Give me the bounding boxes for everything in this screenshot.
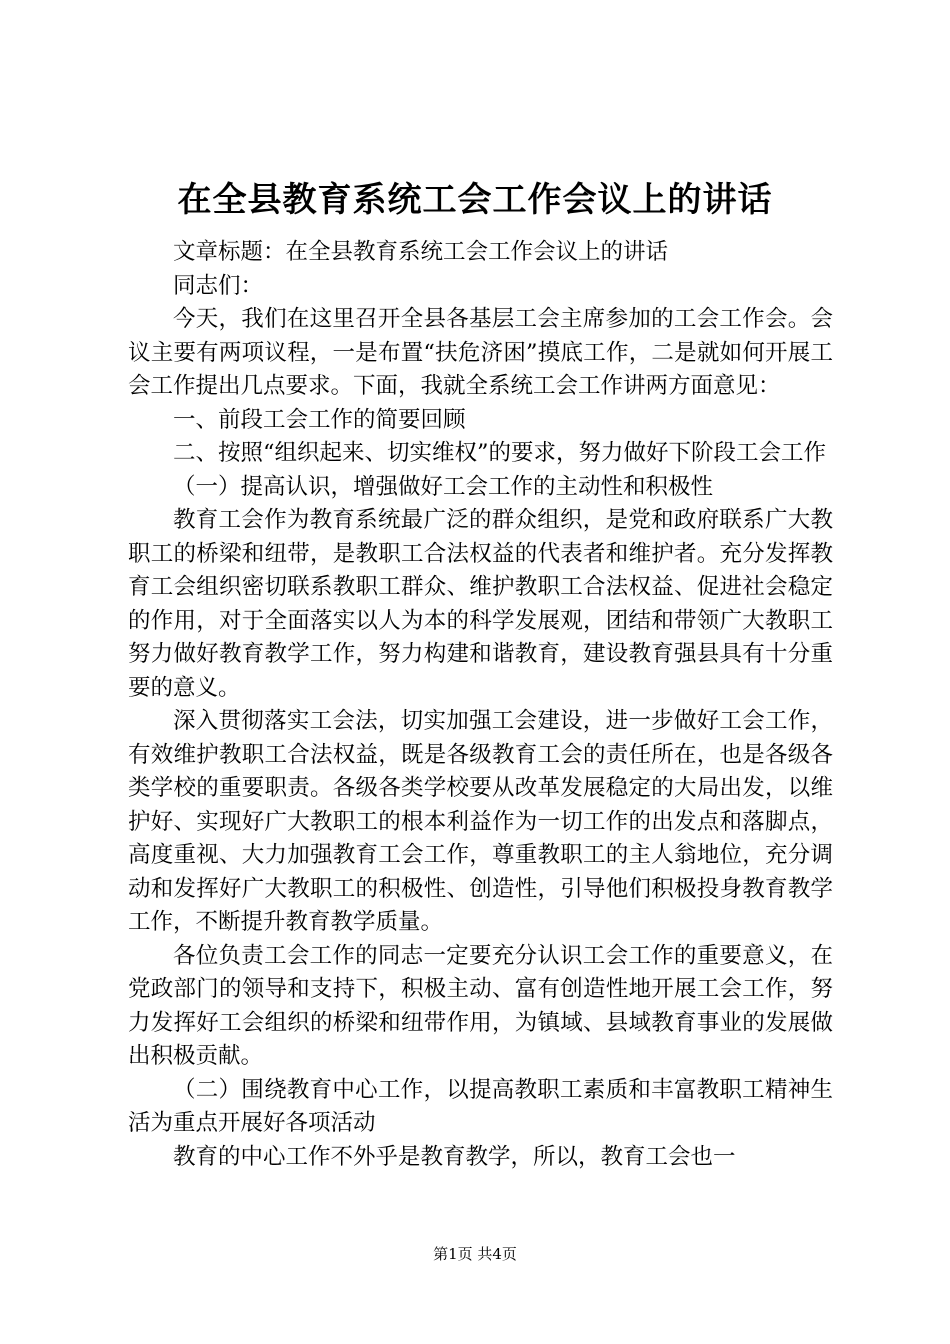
paragraph: 教育工会作为教育系统最广泛的群众组织，是党和政府联系广大教职工的桥梁和纽带，是教职工合法权益的代表者和维护者。充分发挥教育工会组织密切联系教职工群众、维护教职工合法权益、促进社会稳定的作用，对于全面落实以人为本的科学发展观，团结和带领广大教职工努力做好教育教学工作，努力构建和谐教育，建设教育强县具有十分重要的意义。	[128, 507, 833, 701]
paragraph: 各位负责工会工作的同志一定要充分认识工会工作的重要意义，在党政部门的领导和支持下，积极主动、富有创造性地开展工会工作，努力发挥好工会组织的桥梁和纽带作用，为镇域、县域教育事业的发展做出积极贡献。	[128, 942, 833, 1069]
document-body	[128, 236, 833, 1174]
salutation: 同志们：	[173, 272, 264, 299]
paragraph: 教育的中心工作不外乎是教育教学，所以，教育工会也一	[173, 1143, 736, 1170]
paragraph-intro: 今天，我们在这里召开全县各基层工会主席参加的工会工作会。会议主要有两项议程，一是布置“扶危济困”摸底工作，二是就如何开展工会工作提出几点要求。下面，我就全系统工会工作讲两方面意见：	[128, 306, 833, 399]
section-heading-2: 二、按照“组织起来、切实维权”的要求，努力做好下阶段工会工作	[173, 440, 827, 466]
paragraph: 深入贯彻落实工会法，切实加强工会建设，进一步做好工会工作，有效维护教职工合法权益，既是各级教育工会的责任所在，也是各级各类学校的重要职责。各级各类学校要从改革发展稳定的大局出发，以维护好、实现好广大教职工的根本利益作为一切工作的出发点和落脚点，高度重视、大力加强教育工会工作，尊重教职工的主人翁地位，充分调动和发挥好广大教职工的积极性、创造性，引导他们积极投身教育教学工作，不断提升教育教学质量。	[128, 708, 833, 935]
subsection-heading-1: （一）提高认识，增强做好工会工作的主动性和积极性	[173, 473, 714, 500]
subsection-heading-2: （二）围绕教育中心工作，以提高教职工素质和丰富教职工精神生活为重点开展好各项活动	[128, 1076, 833, 1136]
page-footer: 第1页 共4页	[433, 1245, 517, 1263]
section-heading-1: 一、前段工会工作的简要回顾	[173, 406, 466, 433]
article-title-line: 文章标题：在全县教育系统工会工作会议上的讲话	[173, 239, 669, 265]
document-title: 在全县教育系统工会工作会议上的讲话	[177, 180, 773, 220]
